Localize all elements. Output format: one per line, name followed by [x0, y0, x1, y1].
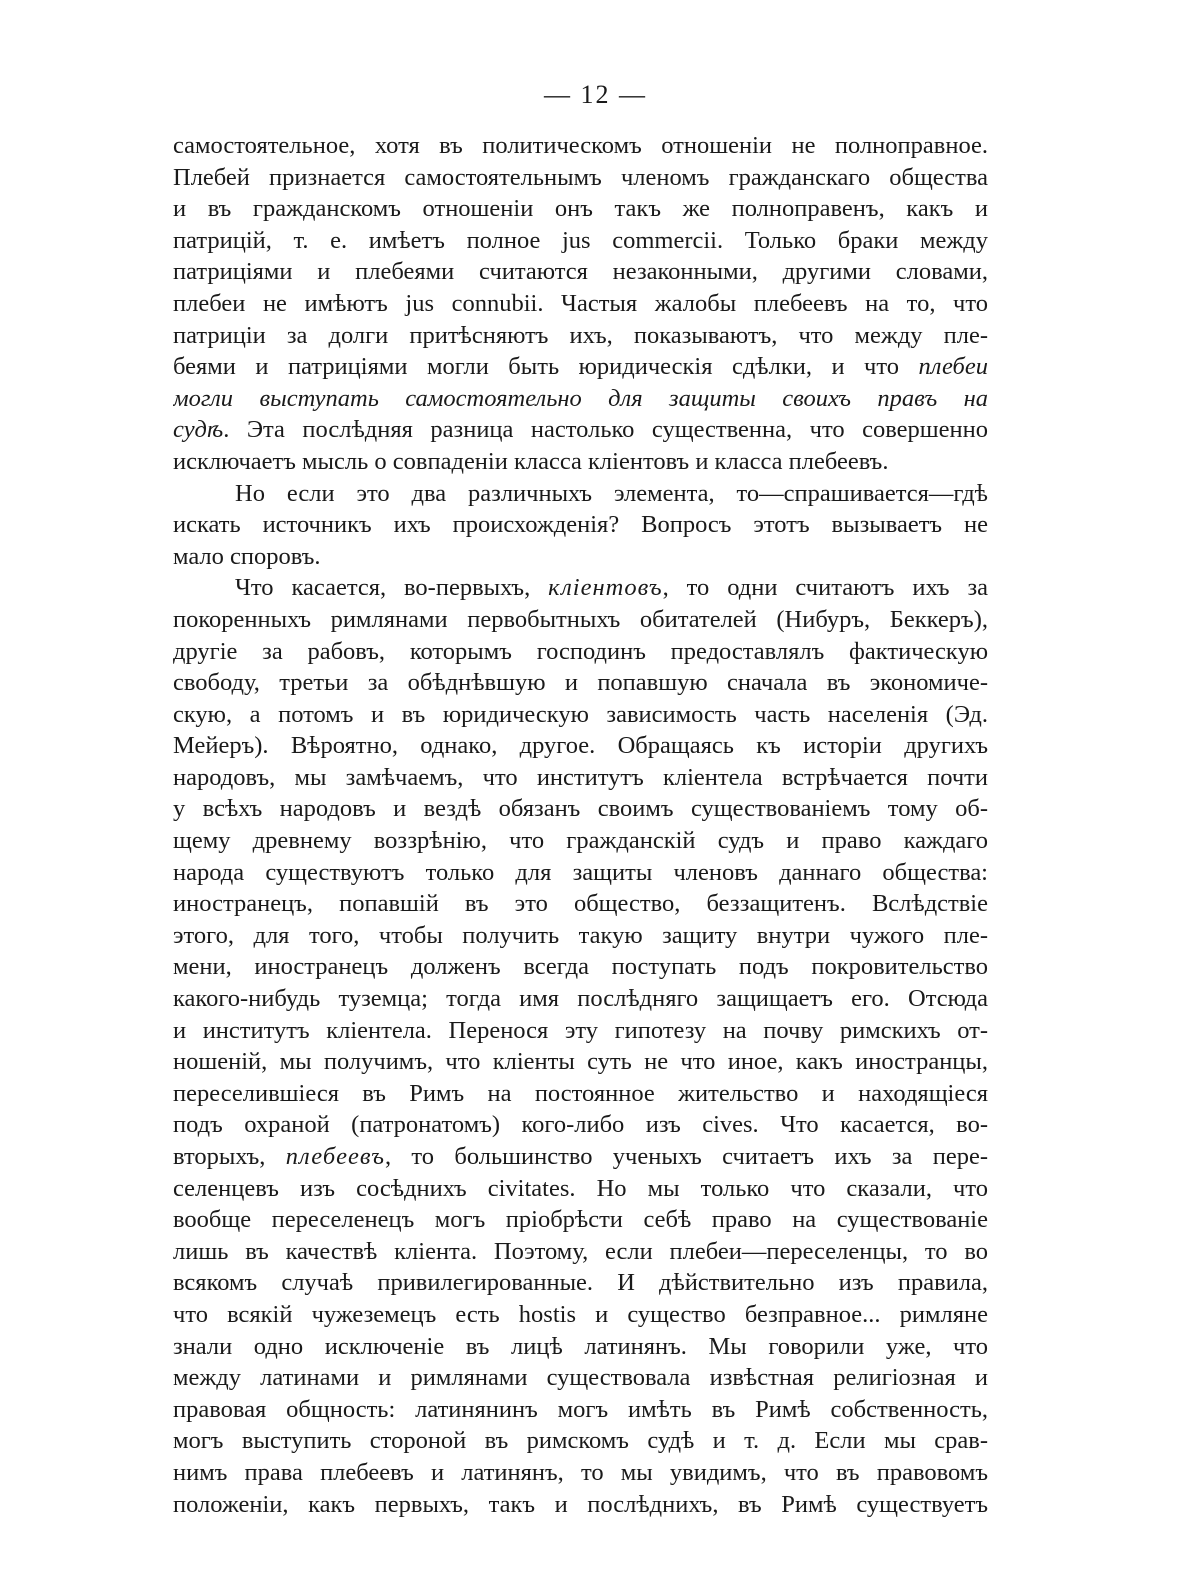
- text-line: народа существуютъ только для защиты членовъ даннаго общества:: [173, 858, 988, 886]
- text-line: правовая общность: латинянинъ могъ имѣть въ Римѣ собственность,: [173, 1395, 988, 1423]
- text-line: исключаетъ мысль о совпаденiи класса клiентовъ и класса плебеевъ.: [173, 447, 889, 475]
- text-line: [173, 414, 988, 446]
- text-line: между латинами и римлянами существовала извѣстная религiозная и: [173, 1364, 988, 1392]
- text-line: иностранецъ, попавшiй въ это общество, беззащитенъ. Вслѣдствiе: [173, 890, 988, 918]
- text-line: подъ охраной (патронатомъ) кого-либо изъ cives. Что касается, во-: [173, 1111, 988, 1139]
- text-line: искать источникъ ихъ происхожденiя? Вопросъ этотъ вызываетъ не: [173, 511, 988, 539]
- text-line: [173, 1141, 988, 1173]
- page-text: [173, 130, 988, 1520]
- text-line: патрицiи за долги притѣсняютъ ихъ, показываютъ, что между пле-: [173, 321, 988, 349]
- emphasized-line: могли выступать самостоятельно для защиты своихъ правъ на: [173, 384, 988, 412]
- text-line: Плебей признается самостоятельнымъ членомъ гражданскаго общества: [173, 163, 988, 191]
- text-line: мени, иностранецъ долженъ всегда поступать подъ покровительство: [173, 953, 988, 981]
- text-line: всякомъ случаѣ привилегированные. И дѣйствительно изъ правила,: [173, 1269, 988, 1297]
- text-line: другiе за рабовъ, которымъ господинъ предоставлялъ фактическую: [173, 637, 988, 665]
- emphasized-text: плебеи: [918, 353, 988, 381]
- text-line: патрицiй, т. е. имѣетъ полное jus commercii. Только браки между: [173, 226, 988, 254]
- text-line: покоренныхъ римлянами первобытныхъ обитателей (Нибуръ, Беккеръ),: [173, 605, 988, 633]
- text-line: Мейеръ). Вѣроятно, однако, другое. Обращаясь къ исторiи другихъ: [173, 732, 988, 760]
- text-line: у всѣхъ народовъ и вездѣ обязанъ своимъ существованiемъ тому об-: [173, 795, 988, 823]
- text-line: вообще переселенецъ могъ прiобрѣсти себѣ право на существованiе: [173, 1206, 988, 1234]
- text-segment: . Эта послѣдняя разница настолько существенна, что совершенно: [223, 416, 988, 444]
- text-line: самостоятельное, хотя въ политическомъ отношенiи не полноправное.: [173, 132, 988, 159]
- text-line: скую, а потомъ и въ юридическую зависимость часть населенiя (Эд.: [173, 700, 988, 728]
- emphasized-text: судѣ: [173, 416, 224, 444]
- text-line: плебеи не имѣютъ jus connubii. Частыя жалобы плебеевъ на то, что: [173, 289, 988, 317]
- text-line: и въ гражданскомъ отношенiи онъ такъ же полноправенъ, какъ и: [173, 195, 988, 223]
- text-line: патрицiями и плебеями считаются незаконными, другими словами,: [173, 258, 988, 286]
- text-line: могъ выступить стороной въ римскомъ судѣ и т. д. Если мы срав-: [173, 1427, 988, 1455]
- text-line: переселившiеся въ Римъ на постоянное жительство и находящiеся: [173, 1079, 988, 1107]
- text-line: и институтъ клiентела. Перенося эту гипотезу на почву римскихъ от-: [173, 1016, 988, 1044]
- emphasized-text: клiентовъ: [548, 574, 663, 602]
- text-line: [173, 351, 988, 383]
- text-line: этого, для того, чтобы получить такую защиту внутри чужого пле-: [173, 921, 988, 949]
- text-line: селенцевъ изъ сосѣднихъ civitates. Но мы только что сказали, что: [173, 1174, 988, 1202]
- text-line: лишь въ качествѣ клiента. Поэтому, если плебеи—переселенцы, то во: [173, 1237, 988, 1265]
- text-line: Но если это два различныхъ элемента, то—спрашивается—гдѣ: [235, 479, 988, 507]
- text-line: свободу, третьи за обѣднѣвшую и попавшую сначала въ экономиче-: [173, 669, 988, 697]
- text-line: какого-нибудь туземца; тогда имя послѣдняго защищаетъ его. Отсюда: [173, 985, 988, 1013]
- text-line: щему древнему воззрѣнiю, что гражданскiй судъ и право каждаго: [173, 827, 988, 855]
- text-line: положенiи, какъ первыхъ, такъ и послѣднихъ, въ Римѣ существуетъ: [173, 1490, 988, 1518]
- text-line: нимъ права плебеевъ и латинянъ, то мы увидимъ, что въ правовомъ: [173, 1458, 988, 1486]
- text-line: [173, 572, 988, 604]
- text-segment: вторыхъ,: [173, 1143, 286, 1170]
- emphasized-text: плебеевъ: [285, 1143, 385, 1170]
- page-number: — 12 —: [544, 80, 647, 109]
- text-segment: беями и патрицiями могли быть юридическiя сдѣлки, и что: [173, 353, 919, 381]
- text-line: что всякiй чужеземецъ есть hostis и существо безправное... римляне: [173, 1300, 988, 1328]
- text-line: народовъ, мы замѣчаемъ, что институтъ клiентела встрѣчается почти: [173, 763, 988, 791]
- text-line: знали одно исключенiе въ лицѣ латинянъ. Мы говорили уже, что: [173, 1332, 988, 1360]
- text-segment: Что касается, во-первыхъ,: [235, 574, 549, 602]
- text-line: ношенiй, мы получимъ, что клiенты суть не что иное, какъ иностранцы,: [173, 1048, 988, 1076]
- text-segment: , то одни считаютъ ихъ за: [662, 574, 988, 602]
- text-line: мало споровъ.: [173, 542, 321, 570]
- text-segment: , то большинство ученыхъ считаетъ ихъ за пере-: [384, 1143, 988, 1170]
